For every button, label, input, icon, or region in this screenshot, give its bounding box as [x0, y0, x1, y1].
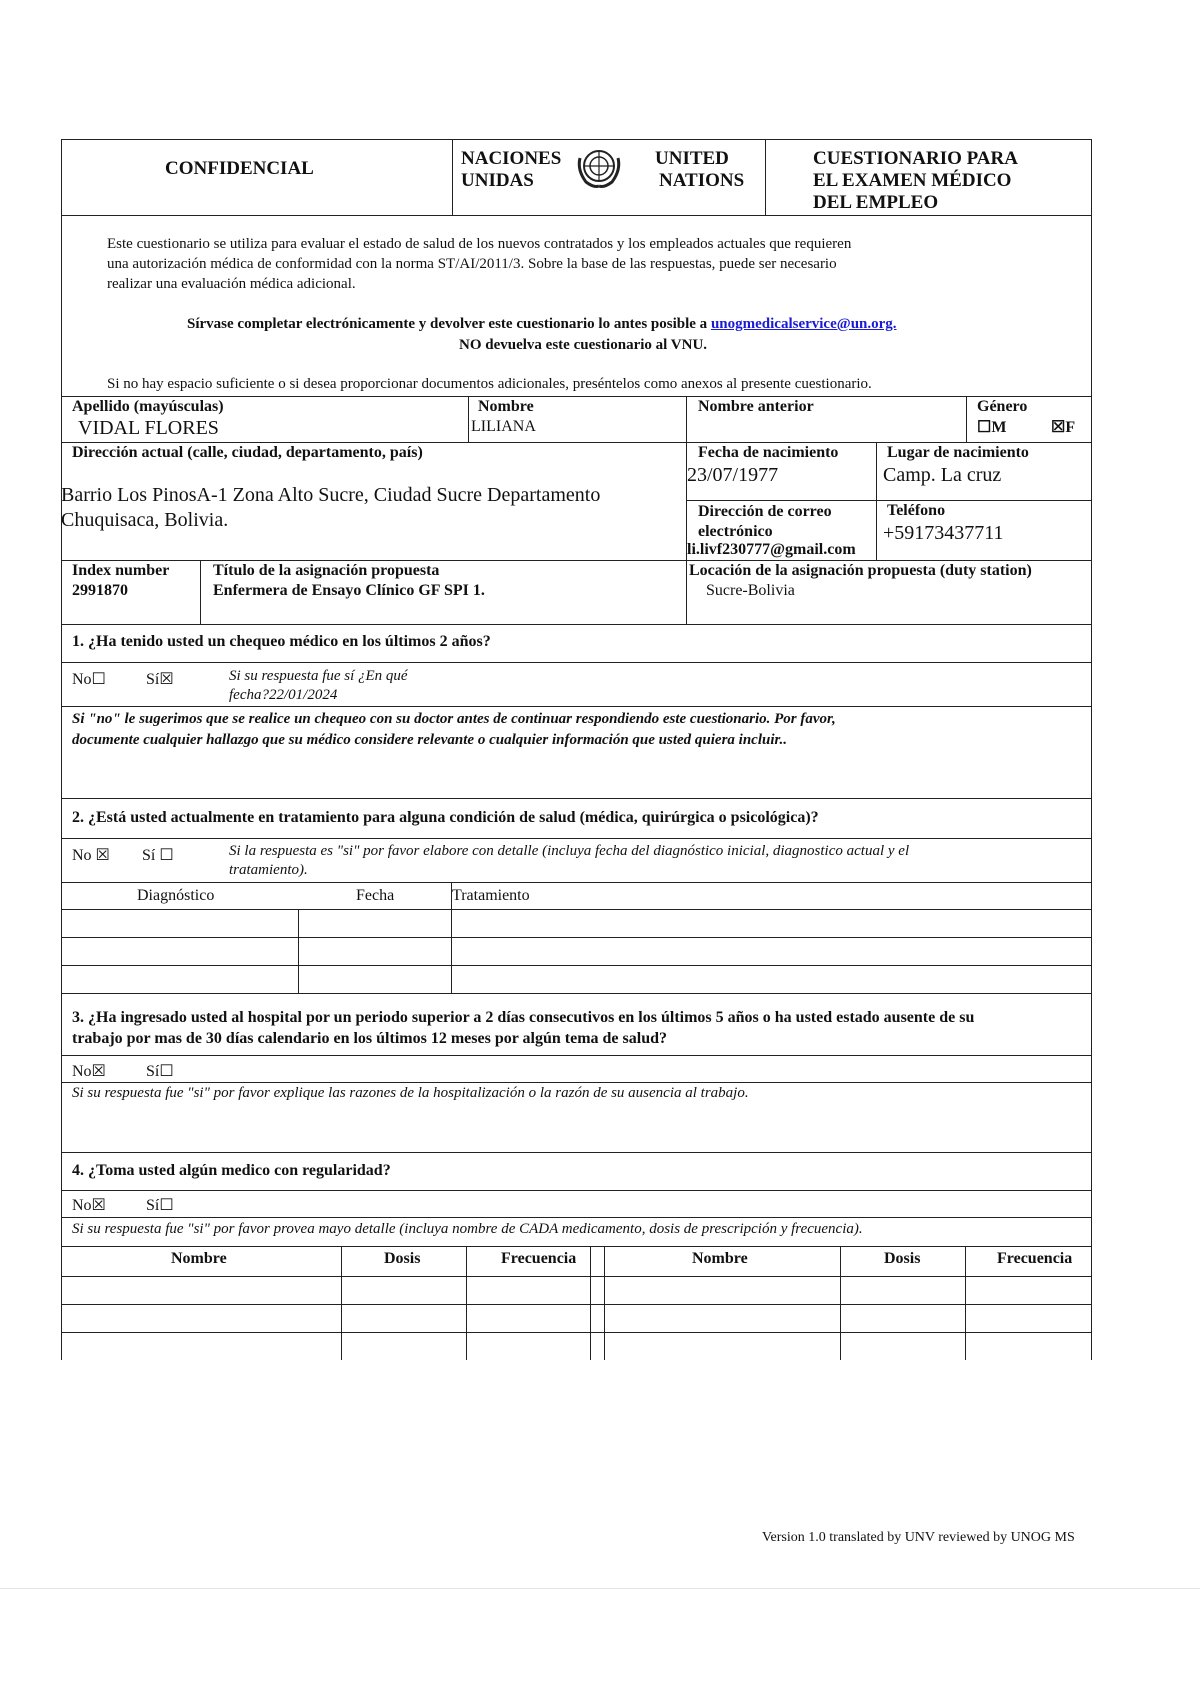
row-line — [61, 1190, 1092, 1191]
assignment-title-label: Título de la asignación propuesta — [213, 562, 440, 579]
version-footer: Version 1.0 translated by UNV reviewed by UNOG MS — [762, 1530, 1075, 1545]
no-return-notice: NO devuelva este cuestionario al VNU. — [459, 337, 708, 353]
q1-no-checkbox[interactable]: No☐ — [72, 671, 106, 688]
phone-label: Teléfono — [887, 502, 946, 519]
surname-field[interactable]: VIDAL FLORES — [78, 417, 219, 439]
name-label: Nombre — [478, 398, 534, 415]
col-header-dose: Dosis — [884, 1250, 921, 1267]
header-divider — [765, 139, 766, 216]
birth-place-label: Lugar de nacimiento — [887, 444, 1029, 461]
row-line — [61, 1246, 1092, 1247]
question-1: 1. ¿Ha tenido usted un chequeo médico en los últimos 2 años? — [72, 633, 491, 650]
row-line — [61, 396, 1092, 397]
col-line — [876, 442, 877, 560]
surname-label: Apellido (mayúsculas) — [72, 398, 224, 415]
q3-yes-checkbox[interactable]: Sí☐ — [146, 1063, 174, 1080]
table-row[interactable] — [62, 910, 1090, 936]
index-number-label: Index number — [72, 562, 170, 579]
q2-no-checkbox[interactable]: No ☒ — [72, 847, 110, 864]
col-line — [468, 396, 469, 442]
gender-male-checkbox[interactable]: ☐M — [977, 419, 1007, 436]
q1-date-followup[interactable]: Si su respuesta fue sí ¿En qué fecha?22/01/2024 — [229, 668, 408, 703]
col-header-frequency: Frecuencia — [997, 1250, 1073, 1267]
row-line — [61, 882, 1092, 883]
gender-label: Género — [977, 398, 1028, 415]
col-line — [200, 560, 201, 624]
assignment-title-field[interactable]: Enfermera de Ensayo Clínico GF SPI 1. — [213, 582, 485, 599]
submit-instructions: Sírvase completar electrónicamente y devolver este cuestionario lo antes posible a unogmedicalservice@un.org. — [187, 316, 897, 332]
col-header-diagnosis: Diagnóstico — [137, 887, 215, 904]
row-line — [61, 662, 1092, 663]
col-header-medication-name: Nombre — [692, 1250, 748, 1267]
question-2: 2. ¿Está usted actualmente en tratamiento para alguna condición de salud (médica, quirúrgica o psicológica)? — [72, 809, 819, 826]
un-name-spanish: NACIONES UNIDAS — [461, 148, 562, 191]
table-row[interactable] — [62, 966, 1090, 992]
row-line — [61, 560, 1092, 561]
address-label: Dirección actual (calle, ciudad, departamento, país) — [72, 444, 423, 461]
header-divider — [452, 139, 453, 216]
row-line — [61, 1082, 1092, 1083]
row-line — [61, 706, 1092, 707]
q3-no-checkbox[interactable]: No☒ — [72, 1063, 106, 1080]
row-line — [61, 993, 1092, 994]
form-border-left — [61, 216, 62, 1360]
row-line — [686, 500, 1092, 501]
question-4: 4. ¿Toma usted algún medico con regularidad? — [72, 1162, 391, 1179]
col-header-treatment: Tratamiento — [452, 887, 530, 904]
email-label: Dirección de correo electrónico — [698, 503, 832, 540]
col-header-medication-name: Nombre — [171, 1250, 227, 1267]
q2-followup: Si la respuesta es "si" por favor elabore con detalle (incluya fecha del diagnóstico inicial, diagnostico actual y el tratamiento). — [229, 843, 910, 878]
row-line — [61, 1055, 1092, 1056]
un-emblem-icon — [574, 146, 624, 190]
q4-followup: Si su respuesta fue "si" por favor provea mayo detalle (incluya nombre de CADA medicamento, dosis de prescripción y frecuencia). — [72, 1221, 863, 1237]
col-line — [966, 396, 967, 442]
q2-yes-checkbox[interactable]: Sí ☐ — [142, 847, 174, 864]
table-row[interactable] — [62, 1305, 1090, 1331]
table-row[interactable] — [62, 1333, 1090, 1359]
col-header-dose: Dosis — [384, 1250, 421, 1267]
row-line — [61, 798, 1092, 799]
form-border-right — [1091, 216, 1092, 1360]
q4-no-checkbox[interactable]: No☒ — [72, 1197, 106, 1214]
duty-station-field[interactable]: Sucre-Bolivia — [706, 582, 795, 599]
q1-yes-checkbox[interactable]: Sí☒ — [146, 671, 174, 688]
row-line — [61, 442, 1092, 443]
space-note: Si no hay espacio suficiente o si desea proporcionar documentos adicionales, preséntelos como anexos al presente cuestionario. — [107, 376, 872, 392]
medical-service-email-link[interactable]: unogmedicalservice@un.org. — [710, 316, 897, 332]
confidential-label: CONFIDENCIAL — [165, 158, 314, 179]
index-number-field[interactable]: 2991870 — [72, 582, 128, 599]
gender-female-checkbox[interactable]: ☒F — [1051, 419, 1076, 436]
phone-field[interactable]: +59173437711 — [883, 522, 1004, 544]
row-line — [61, 838, 1092, 839]
col-line — [686, 396, 687, 624]
row-line — [61, 1217, 1092, 1218]
col-header-date: Fecha — [356, 887, 395, 904]
q4-yes-checkbox[interactable]: Sí☐ — [146, 1197, 174, 1214]
q3-followup[interactable]: Si su respuesta fue "si" por favor explique las razones de la hospitalización o la razón de su ausencia al trabajo. — [72, 1085, 749, 1101]
col-header-frequency: Frecuencia — [501, 1250, 577, 1267]
un-name-english: UNITED NATIONS — [655, 148, 745, 191]
address-field[interactable]: Barrio Los PinosA-1 Zona Alto Sucre, Ciudad Sucre Departamento Chuquisaca, Bolivia. — [61, 484, 601, 531]
birth-date-field[interactable]: 23/07/1977 — [687, 464, 779, 486]
form-title: CUESTIONARIO PARA EL EXAMEN MÉDICO DEL EMPLEO — [813, 148, 1018, 213]
name-field[interactable]: LILIANA — [471, 418, 536, 435]
table-row[interactable] — [62, 938, 1090, 964]
q1-note: Si "no" le sugerimos que se realice un chequeo con su doctor antes de continuar respondiendo este cuestionario. Por favor, documente cualquier hallazgo que su médico considere relevante o cualquier información que usted quiera incluir.. — [72, 711, 836, 748]
duty-station-label: Locación de la asignación propuesta (duty station) — [689, 562, 1032, 579]
page-edge-line — [0, 1588, 1200, 1589]
birth-date-label: Fecha de nacimiento — [698, 444, 839, 461]
question-3: 3. ¿Ha ingresado usted al hospital por un periodo superior a 2 días consecutivos en los últimos 5 años o ha usted estado ausente de su trabajo por mas de 30 días calendario en los últimos 12 meses por algún tema de salud? — [72, 1009, 975, 1047]
email-field[interactable]: li.livf230777@gmail.com — [687, 541, 856, 558]
birth-place-field[interactable]: Camp. La cruz — [883, 464, 1002, 486]
table-row[interactable] — [62, 1277, 1090, 1303]
previous-name-label: Nombre anterior — [698, 398, 814, 415]
row-line — [61, 1152, 1092, 1153]
row-line — [61, 624, 1092, 625]
intro-text: Este cuestionario se utiliza para evaluar el estado de salud de los nuevos contratados y los empleados actuales que requieren una autorización médica de conformidad con la norma ST/AI/2011/3. Sobre la base de las respuestas, puede ser necesario realizar una evaluación médica adicional. — [107, 236, 852, 292]
